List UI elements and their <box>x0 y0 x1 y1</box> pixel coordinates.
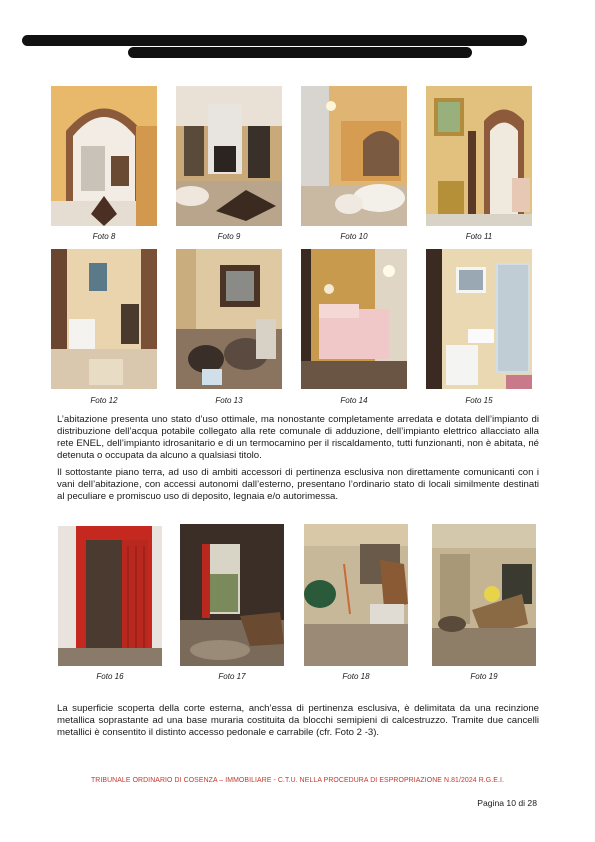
caption-foto-9: Foto 9 <box>217 232 241 241</box>
photo-15 <box>426 249 532 389</box>
caption-foto-11: Foto 11 <box>465 232 493 241</box>
caption-foto-17: Foto 17 <box>218 672 246 681</box>
page-number: Pagina 10 di 28 <box>477 798 537 808</box>
caption-foto-10: Foto 10 <box>340 232 368 241</box>
photo-17 <box>180 524 284 666</box>
caption-foto-16: Foto 16 <box>96 672 124 681</box>
photo-12 <box>51 249 157 389</box>
paragraph-corte-esterna: La superficie scoperta della corte esterna, anch’essa di pertinenza esclusiva, è delimitata da una recinzione metallica soprastante ad una base muraria costituita da blocchi semipieni di calcestruzzo. Tramite due cancelli metallici è consentito il distinto accesso pedonale e carrabile (cfr. Foto 2 -3). <box>57 703 539 738</box>
caption-foto-12: Foto 12 <box>90 396 118 405</box>
paragraph-piano-terra: Il sottostante piano terra, ad uso di ambiti accessori di pertinenza esclusiva non direttamente comunicanti con i vani dell’abitazione, con accessi autonomi dall’esterno, presentano l’ordinario stato di locali similmente destinati al peculiare e promiscuo uso di deposito, legnaia e/o autorimessa. <box>57 467 539 502</box>
caption-foto-19: Foto 19 <box>470 672 498 681</box>
caption-foto-14: Foto 14 <box>340 396 368 405</box>
caption-foto-15: Foto 15 <box>465 396 493 405</box>
photo-11 <box>426 86 532 226</box>
photo-14 <box>301 249 407 389</box>
photo-10 <box>301 86 407 226</box>
photo-19 <box>432 524 536 666</box>
redaction-bar-second <box>128 47 472 58</box>
page-footer: TRIBUNALE ORDINARIO DI COSENZA – IMMOBILIARE - C.T.U. NELLA PROCEDURA DI ESPROPRIAZIONE N.81/2024 R.G.E.I. <box>90 777 505 784</box>
photo-8 <box>51 86 157 226</box>
paragraph-abitazione: L’abitazione presenta uno stato d’uso ottimale, ma nonostante completamente arredata e dotata dell’impianto di distribuzione dell’acqua potabile collegato alla rete comunale di adduzione, dell’impianto elettrico allacciato alla rete ENEL, dell’impianto idrosanitario e di un termocamino per il riscaldamento, tutti funzionanti, non è abitata, né detenuta o occupata da alcuno a qualsiasi titolo. <box>57 414 539 461</box>
photo-16 <box>58 526 162 666</box>
redaction-bar-top <box>22 35 527 46</box>
caption-foto-18: Foto 18 <box>342 672 370 681</box>
photo-18 <box>304 524 408 666</box>
photo-9 <box>176 86 282 226</box>
caption-foto-8: Foto 8 <box>92 232 116 241</box>
photo-13 <box>176 249 282 389</box>
caption-foto-13: Foto 13 <box>215 396 243 405</box>
